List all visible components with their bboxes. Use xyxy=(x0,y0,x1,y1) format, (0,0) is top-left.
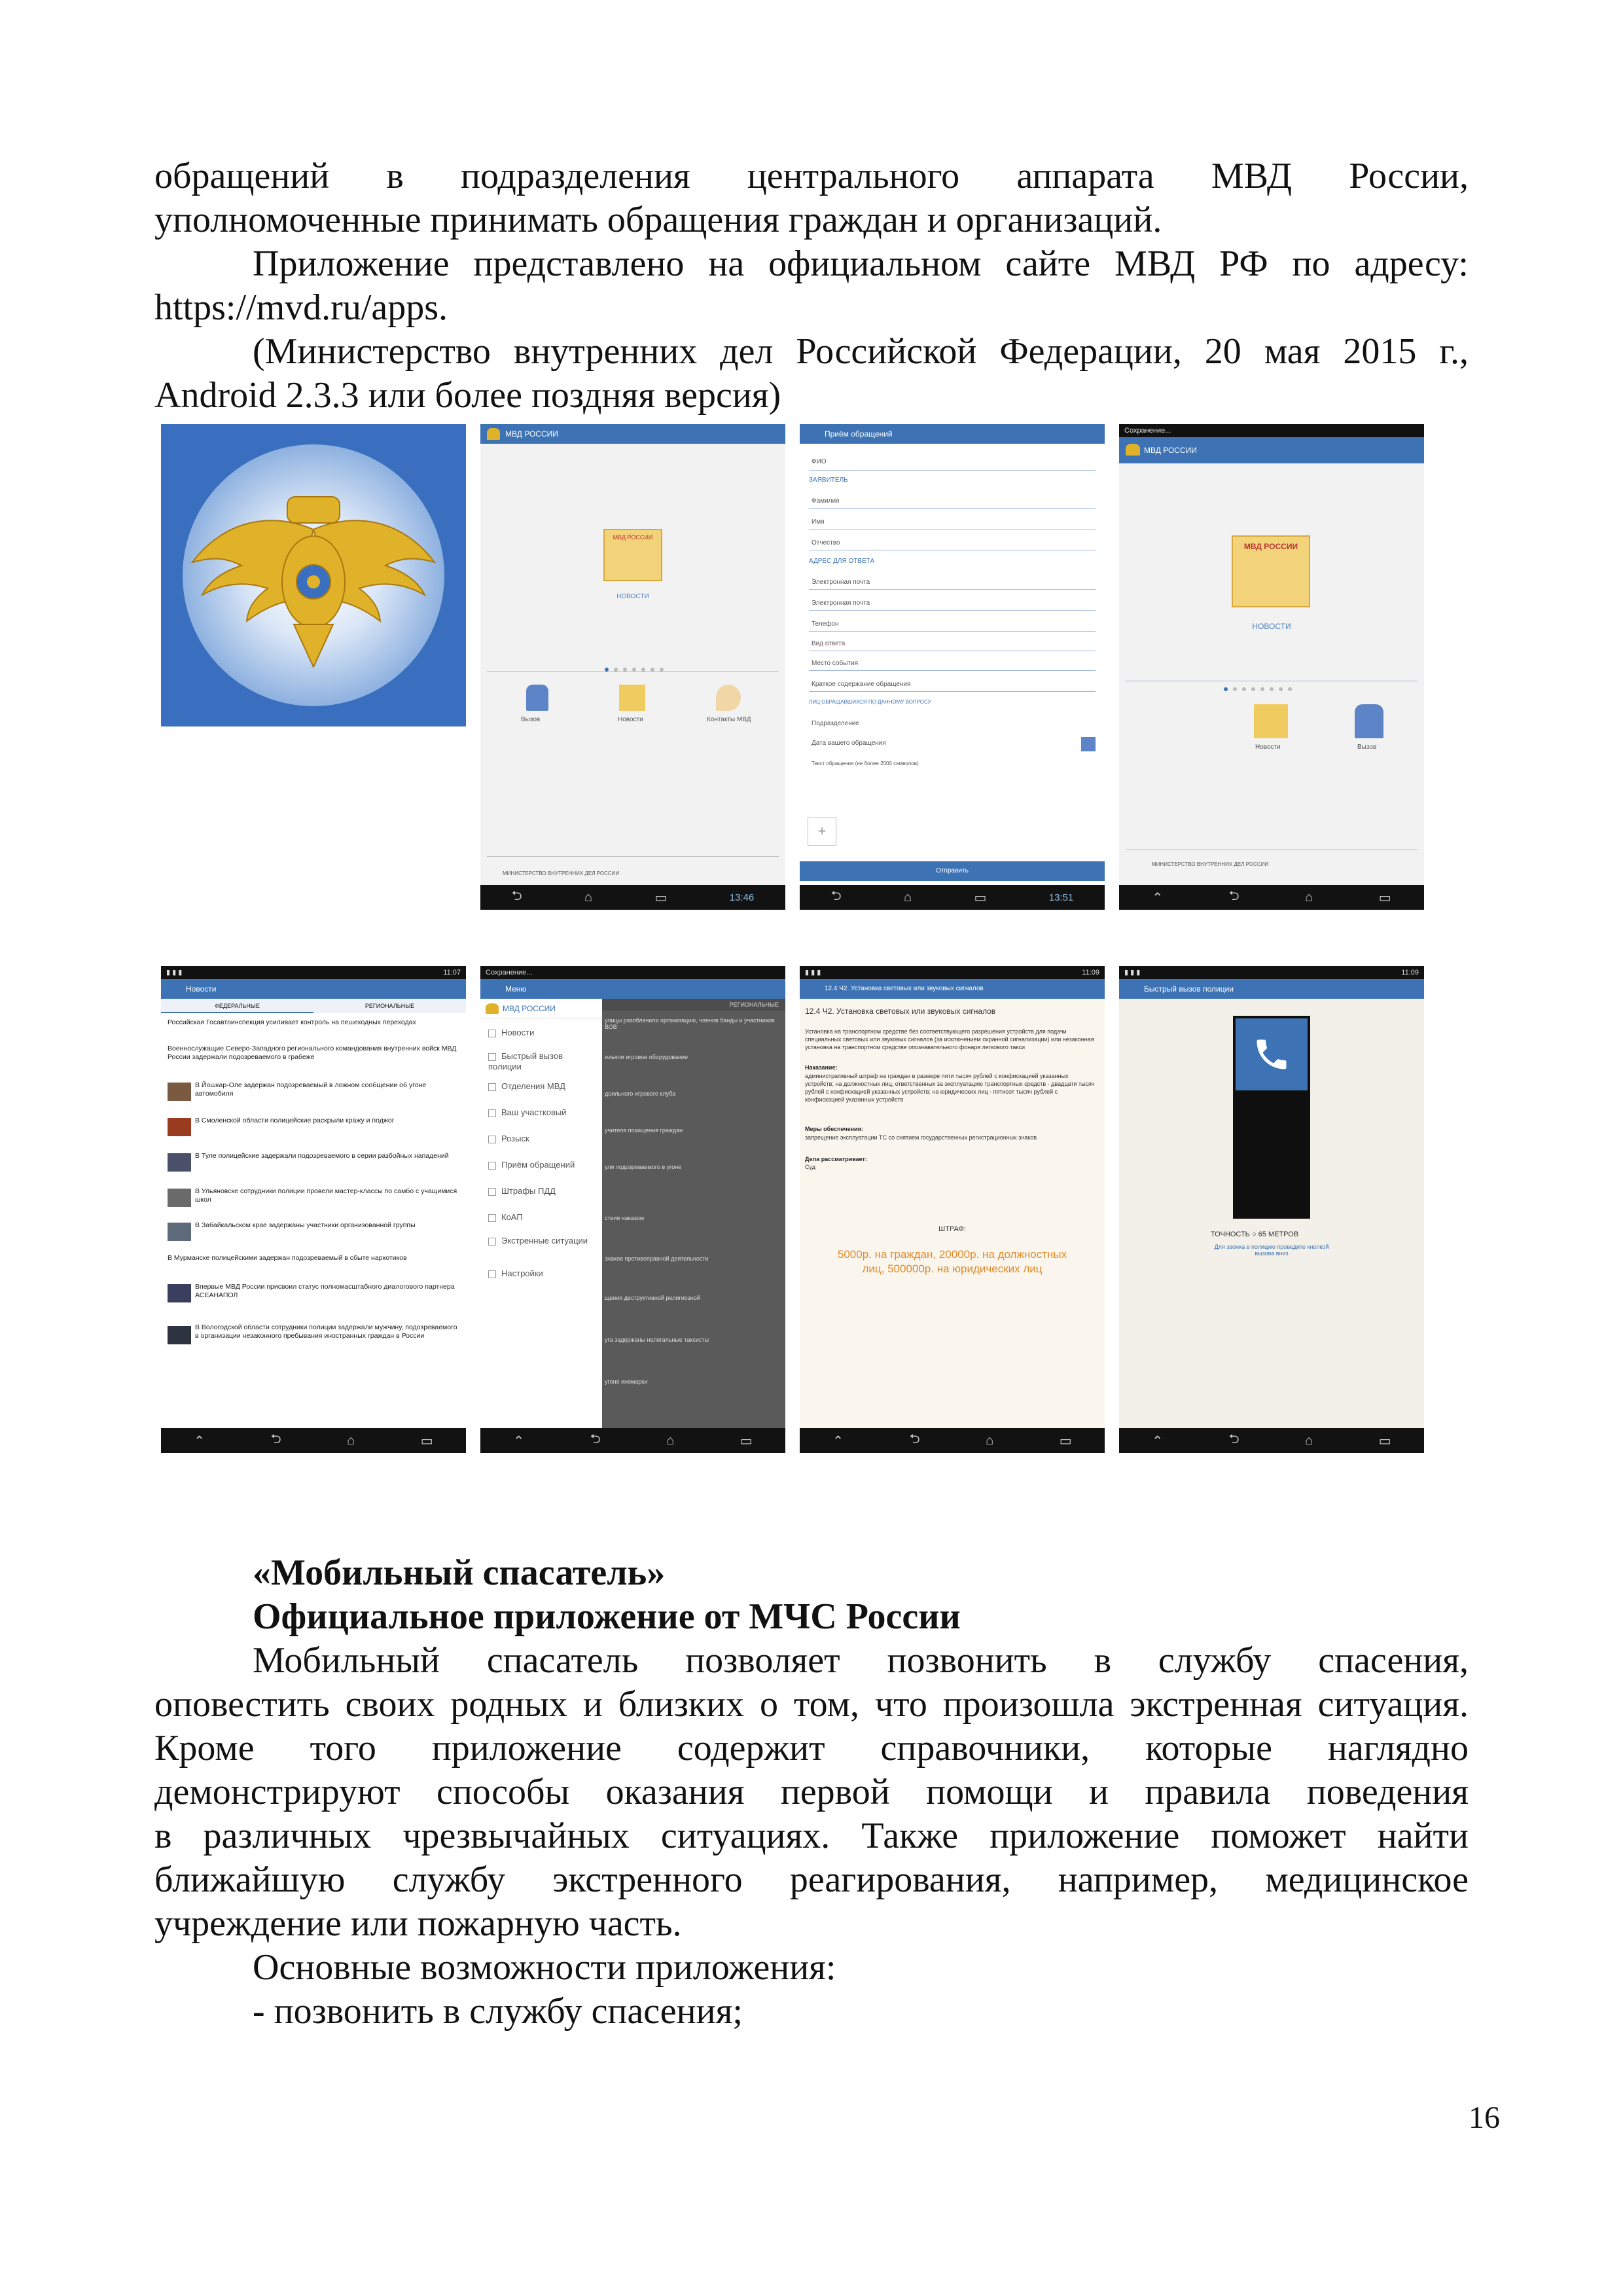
article-body: Установка на транспортном средстве без соответствующего разрешения устройств для подачи специальных световых или звуковых сигналов (за исключением охранной сигнализации) или незаконная установка на транспортном средстве опознавательного фонаря легкового такси xyxy=(805,1028,1094,1050)
status-clock: 13:46 xyxy=(729,891,755,903)
form-field[interactable]: Электронная почта xyxy=(812,579,870,586)
accuracy-label: ТОЧНОСТЬ ○ 65 МЕТРОВ xyxy=(1211,1230,1299,1238)
news-card-caption: НОВОСТИ xyxy=(1252,622,1291,631)
back-icon[interactable]: ⮌ xyxy=(511,889,522,903)
tab-regional: РЕГИОНАЛЬНЫЕ xyxy=(602,999,785,1011)
news-item[interactable]: В Вологодской области сотрудники полиции задержали мужчину, подозреваемого в организации незаконного пребывания иностранных граждан в России xyxy=(195,1323,457,1340)
menu-item-traffic-fines[interactable]: Штрафы ПДД xyxy=(488,1186,556,1196)
news-icon[interactable] xyxy=(619,685,645,711)
koap-article-screenshot xyxy=(800,966,1105,1453)
form-field[interactable]: Имя xyxy=(812,518,825,526)
status-bar: ▮ ▮ ▮ 11:07 xyxy=(161,966,466,979)
news-thumbnail xyxy=(168,1118,191,1136)
recent-apps-icon[interactable]: ▭ xyxy=(1059,1433,1072,1448)
back-icon[interactable]: ⮌ xyxy=(590,1432,601,1446)
paragraph-line: https://mvd.ru/apps. xyxy=(154,287,448,328)
phone-button[interactable] xyxy=(1236,1018,1308,1090)
attach-button[interactable]: + xyxy=(808,817,836,846)
menu-item-koap[interactable]: КоАП xyxy=(488,1212,523,1223)
drawer-brand: МВД РОССИИ xyxy=(480,999,602,1018)
news-thumbnail xyxy=(168,1153,191,1172)
tab-regional[interactable]: РЕГИОНАЛЬНЫЕ xyxy=(365,1003,415,1009)
status-bar: Сохранение... xyxy=(1119,424,1424,437)
status-clock: 11:09 xyxy=(1401,969,1419,977)
footer-line xyxy=(487,856,779,857)
collapse-icon[interactable]: ⌃ xyxy=(1152,1433,1164,1448)
bullet-item: - позвонить в службу спасения; xyxy=(253,1991,743,2032)
fine-label: ШТРАФ: xyxy=(938,1225,966,1233)
tab-federal[interactable]: ФЕДЕРАЛЬНЫЕ xyxy=(161,999,313,1013)
home-icon[interactable]: ⌂ xyxy=(904,889,912,905)
menu-drawer-screenshot xyxy=(480,966,785,1453)
news-item[interactable]: В Туле полицейские задержали подозреваемого в серии разбойных нападений xyxy=(195,1152,449,1160)
back-icon[interactable]: ⮌ xyxy=(270,1432,281,1446)
accuracy-value: 65 МЕТРОВ xyxy=(1258,1230,1299,1238)
form-field[interactable]: Фамилия xyxy=(812,497,840,505)
menu-item-settings[interactable]: Настройки xyxy=(488,1268,543,1279)
news-card-icon xyxy=(603,529,662,581)
mvd-main-screenshot xyxy=(480,424,785,910)
list-item: знаков противоправной деятельности xyxy=(605,1255,709,1262)
back-icon[interactable]: ⮌ xyxy=(1228,1432,1240,1446)
calendar-button[interactable] xyxy=(1081,737,1096,751)
news-card-label: МВД РОССИИ xyxy=(613,534,653,541)
home-icon[interactable]: ⌂ xyxy=(666,1433,675,1448)
news-card-label: МВД РОССИИ xyxy=(1243,542,1298,551)
app-logo-icon xyxy=(1126,444,1140,456)
home-icon[interactable]: ⌂ xyxy=(986,1433,994,1448)
status-clock: 13:51 xyxy=(1048,891,1074,903)
send-button-label: Отправить xyxy=(936,867,969,874)
recent-apps-icon[interactable]: ▭ xyxy=(1378,1433,1391,1448)
status-clock: 11:09 xyxy=(1082,969,1099,977)
section-subheading: Официальное приложение от МЧС России xyxy=(253,1596,961,1637)
form-field[interactable]: Подразделение xyxy=(812,720,859,727)
app-icon-screenshot xyxy=(161,424,466,726)
call-slider[interactable] xyxy=(1233,1016,1310,1219)
background-list xyxy=(602,999,785,1428)
android-nav-bar xyxy=(1119,885,1424,910)
form-field[interactable]: Вид ответа xyxy=(812,640,846,647)
android-nav-bar xyxy=(800,1428,1105,1453)
quick-call-screenshot xyxy=(1119,966,1424,1453)
paragraph-line: уполномоченные принимать обращения граждан и организаций. xyxy=(154,200,1162,240)
form-field[interactable]: ФИО xyxy=(812,458,827,465)
mvd-tablet-screenshot xyxy=(1119,424,1424,910)
list-item: угоне иномарки xyxy=(605,1378,648,1385)
paragraph-line: Кроме того приложение содержит справочники, которые наглядно xyxy=(154,1728,1469,1768)
list-item: ствия наказом xyxy=(605,1215,645,1221)
tile-label: Вызов xyxy=(521,716,541,723)
article-label: Меры обеспечения: xyxy=(805,1126,863,1132)
siren-icon xyxy=(488,1053,496,1061)
menu-item-emergency[interactable]: Экстренные ситуации xyxy=(488,1236,593,1246)
warning-icon xyxy=(488,1238,496,1246)
nav-drawer xyxy=(480,999,602,1428)
menu-item-quick-call[interactable]: Быстрый вызов полиции xyxy=(488,1051,563,1071)
article-body: административный штраф на граждан в размере пяти тысяч рублей с конфискацией указанных устройств; на должностных лиц, ответственных за эксплуатацию транспортных средств - двадцати тысяч рублей с конфискацией указанных устройств; на юридических лиц - пятисот тысяч рублей с конфискацией указанных устройств xyxy=(805,1073,1095,1103)
pager-dots xyxy=(605,668,664,672)
siren-icon[interactable] xyxy=(1355,704,1383,738)
news-list-screenshot xyxy=(161,966,466,1453)
paragraph-line: ближайшую службу экстренного реагирования, например, медицинское xyxy=(154,1859,1469,1900)
back-icon[interactable]: ⮌ xyxy=(830,889,842,903)
scales-icon xyxy=(488,1214,496,1222)
app-footer: МИНИСТЕРСТВО ВНУТРЕННИХ ДЕЛ РОССИИ xyxy=(1152,861,1269,867)
android-nav-bar xyxy=(800,885,1105,910)
status-bar: Сохранение... xyxy=(480,966,785,979)
status-clock: 11:07 xyxy=(443,969,461,977)
list-item: изъяли игровое оборудование xyxy=(605,1054,688,1060)
news-thumbnail xyxy=(168,1326,191,1344)
mail-icon xyxy=(488,1162,496,1170)
app-header: МВД РОССИИ xyxy=(480,424,785,444)
form-section: АДРЕС ДЛЯ ОТВЕТА xyxy=(809,558,875,565)
paragraph-line: обращений в подразделения центрального аппарата МВД России, xyxy=(154,156,1469,196)
app-logo-icon xyxy=(487,428,500,440)
news-thumbnail xyxy=(168,1189,191,1207)
android-nav-bar xyxy=(1119,1428,1424,1453)
map-pin-icon[interactable] xyxy=(716,685,741,711)
news-tabs xyxy=(161,999,466,1013)
officer-icon xyxy=(488,1109,496,1117)
menu-item-wanted[interactable]: Розыск xyxy=(488,1134,529,1144)
paragraph-line: Основные возможности приложения: xyxy=(253,1947,836,1988)
form-field[interactable]: Текст обращения (не более 2000 символов) xyxy=(812,761,919,766)
list-item: доильного игрового клуба xyxy=(605,1090,676,1097)
back-icon[interactable]: ⮌ xyxy=(1228,889,1240,903)
news-card-icon xyxy=(1232,535,1310,607)
app-footer: МИНИСТЕРСТВО ВНУТРЕННИХ ДЕЛ РОССИИ xyxy=(503,870,620,876)
list-item: уга задержаны нелегальные таксисты xyxy=(605,1336,709,1343)
field-underline xyxy=(809,610,1096,611)
news-item[interactable]: В Забайкальском крае задержаны участники организованной группы xyxy=(195,1221,416,1229)
home-icon[interactable]: ⌂ xyxy=(1305,1433,1313,1448)
list-item: учителя похищения граждан xyxy=(605,1127,683,1134)
field-underline xyxy=(809,631,1096,632)
field-underline xyxy=(809,691,1096,692)
recent-apps-icon[interactable]: ▭ xyxy=(654,890,668,905)
recent-apps-icon[interactable]: ▭ xyxy=(1378,890,1391,905)
eagle-emblem-icon xyxy=(189,484,438,673)
collapse-icon[interactable]: ⌃ xyxy=(513,1433,525,1448)
article-label: Дела рассматривает: xyxy=(805,1156,867,1162)
field-underline xyxy=(809,589,1096,590)
siren-icon[interactable] xyxy=(526,685,548,711)
call-hint: Для звонка в полицию проведите кнопкой вызова вниз xyxy=(1214,1244,1329,1257)
news-item[interactable]: В Ульяновске сотрудники полиции провели мастер-классы по самбо с учащимися школ xyxy=(195,1187,457,1204)
paragraph-line: оповестить своих родных и близких о том, что произошла экстренная ситуация. xyxy=(154,1684,1469,1725)
recent-apps-icon[interactable]: ▭ xyxy=(420,1433,433,1448)
form-field[interactable]: Отчество xyxy=(812,539,840,547)
collapse-icon[interactable]: ⌃ xyxy=(194,1433,205,1448)
tile-label: Вызов xyxy=(1357,744,1377,751)
tile-label: Новости xyxy=(618,716,643,723)
form-field[interactable]: Электронная почта xyxy=(812,600,870,607)
recent-apps-icon[interactable]: ▭ xyxy=(974,890,987,905)
news-item[interactable]: Российская Госавтоинспекция усиливает контроль на пешеходных переходах xyxy=(168,1018,416,1026)
paragraph-line: учреждение или пожарную часть. xyxy=(154,1903,682,1944)
home-icon[interactable]: ⌂ xyxy=(347,1433,355,1448)
news-item[interactable]: Военнослужащие Северо-Западного регионального командования внутренних войск МВД России задержали подозреваемого в грабеже xyxy=(168,1045,457,1061)
pager-dots xyxy=(1224,687,1292,691)
menu-item-appeals[interactable]: Приём обращений xyxy=(488,1160,575,1170)
news-item[interactable]: Впервые МВД России присвоил статус полномасштабного диалогового партнера АСЕАНАПОЛ xyxy=(195,1283,455,1299)
article-body: запрещение эксплуатации ТС со снятием государственных регистрационных знаков xyxy=(805,1134,1037,1141)
form-field[interactable]: Место события xyxy=(812,660,858,667)
android-nav-bar xyxy=(161,1428,466,1453)
article-label: Наказание: xyxy=(805,1064,838,1071)
fine-icon xyxy=(488,1188,496,1196)
form-section: ЛИЦ ОБРАЩАВШИХСЯ ПО ДАННОМУ ВОПРОСУ xyxy=(809,699,931,705)
news-thumbnail xyxy=(168,1284,191,1302)
page-number: 16 xyxy=(1469,2100,1500,2135)
news-thumbnail xyxy=(168,1083,191,1101)
phone-icon xyxy=(1252,1035,1291,1074)
android-nav-bar xyxy=(480,885,785,910)
paragraph-line: Приложение представлено на официальном сайте МВД РФ по адресу: xyxy=(253,243,1469,284)
send-button[interactable] xyxy=(800,861,1105,881)
menu-item-departments[interactable]: Отделения МВД xyxy=(488,1081,565,1092)
news-thumbnail xyxy=(168,1223,191,1241)
article-body: Суд xyxy=(805,1164,815,1170)
status-bar: ▮ ▮ ▮ 11:09 xyxy=(800,966,1105,979)
news-icon xyxy=(488,1030,496,1037)
fine-amounts: 5000р. на граждан, 20000р. на должностных лиц, 500000р. на юридических лиц xyxy=(837,1248,1067,1275)
tile-label: Контакты МВД xyxy=(707,716,751,723)
form-field[interactable]: Телефон xyxy=(812,620,839,628)
section-heading: «Мобильный спасатель» xyxy=(253,1552,666,1593)
appeal-form-screenshot xyxy=(800,424,1105,910)
news-item[interactable]: В Йошкар-Оле задержан подозреваемый в ложном сообщении об угоне автомобиля xyxy=(195,1081,427,1098)
paragraph-line: Мобильный спасатель позволяет позвонить в службу спасения, xyxy=(253,1640,1469,1681)
form-field[interactable]: Краткое содержание обращения xyxy=(812,681,911,688)
status-bar: ▮ ▮ ▮ 11:09 xyxy=(1119,966,1424,979)
news-card-caption: НОВОСТИ xyxy=(616,593,649,600)
paragraph-line: Android 2.3.3 или более поздняя версия) xyxy=(154,375,781,416)
app-header: Приём обращений xyxy=(800,424,1105,444)
app-header: Быстрый вызов полиции xyxy=(1119,979,1424,999)
field-underline xyxy=(809,508,1096,509)
list-item: улицы разоблачили организацию, членов банды и участников ВОВ xyxy=(605,1017,775,1030)
app-header: Новости xyxy=(161,979,466,999)
app-header: 12.4 Ч2. Установка световых или звуковых сигналов xyxy=(800,979,1105,999)
news-item[interactable]: В Мурманске полицейскими задержан подозреваемый в сбыте наркотиков xyxy=(168,1254,407,1262)
tile-label: Новости xyxy=(1255,744,1281,751)
form-field[interactable]: Дата вашего обращения xyxy=(812,740,886,747)
back-icon[interactable]: ⮌ xyxy=(909,1432,920,1446)
app-header: Меню xyxy=(480,979,785,999)
menu-item-news[interactable]: Новости xyxy=(488,1028,534,1038)
paragraph-line: в различных чрезвычайных ситуациях. Также приложение поможет найти xyxy=(154,1816,1469,1856)
collapse-icon[interactable]: ⌃ xyxy=(832,1433,844,1448)
article-title: 12.4 Ч2. Установка световых или звуковых сигналов xyxy=(805,1007,996,1016)
field-underline xyxy=(809,470,1096,471)
home-icon[interactable]: ⌂ xyxy=(584,889,593,905)
list-item: щения деструктивной религиозной xyxy=(605,1295,700,1301)
home-icon[interactable]: ⌂ xyxy=(1305,889,1313,905)
list-item: уля подозреваемого в угоне xyxy=(605,1164,682,1170)
news-item[interactable]: В Смоленской области полицейские раскрыли кражу и поджог xyxy=(195,1117,395,1124)
paragraph-line: (Министерство внутренних дел Российской Федерации, 20 мая 2015 г., xyxy=(253,331,1469,372)
collapse-icon[interactable]: ⌃ xyxy=(1152,890,1164,905)
building-icon xyxy=(488,1083,496,1091)
recent-apps-icon[interactable]: ▭ xyxy=(740,1433,753,1448)
search-icon xyxy=(488,1136,496,1143)
news-icon[interactable] xyxy=(1254,704,1288,738)
gear-icon xyxy=(488,1270,496,1278)
field-underline xyxy=(809,670,1096,671)
menu-item-district-officer[interactable]: Ваш участковый xyxy=(488,1107,566,1118)
form-section: ЗАЯВИТЕЛЬ xyxy=(809,476,848,484)
app-header: МВД РОССИИ xyxy=(1119,437,1424,463)
paragraph-line: демонстрируют способы оказания первой помощи и правила поведения xyxy=(154,1772,1469,1812)
android-nav-bar xyxy=(480,1428,785,1453)
app-logo-icon xyxy=(486,1003,499,1014)
